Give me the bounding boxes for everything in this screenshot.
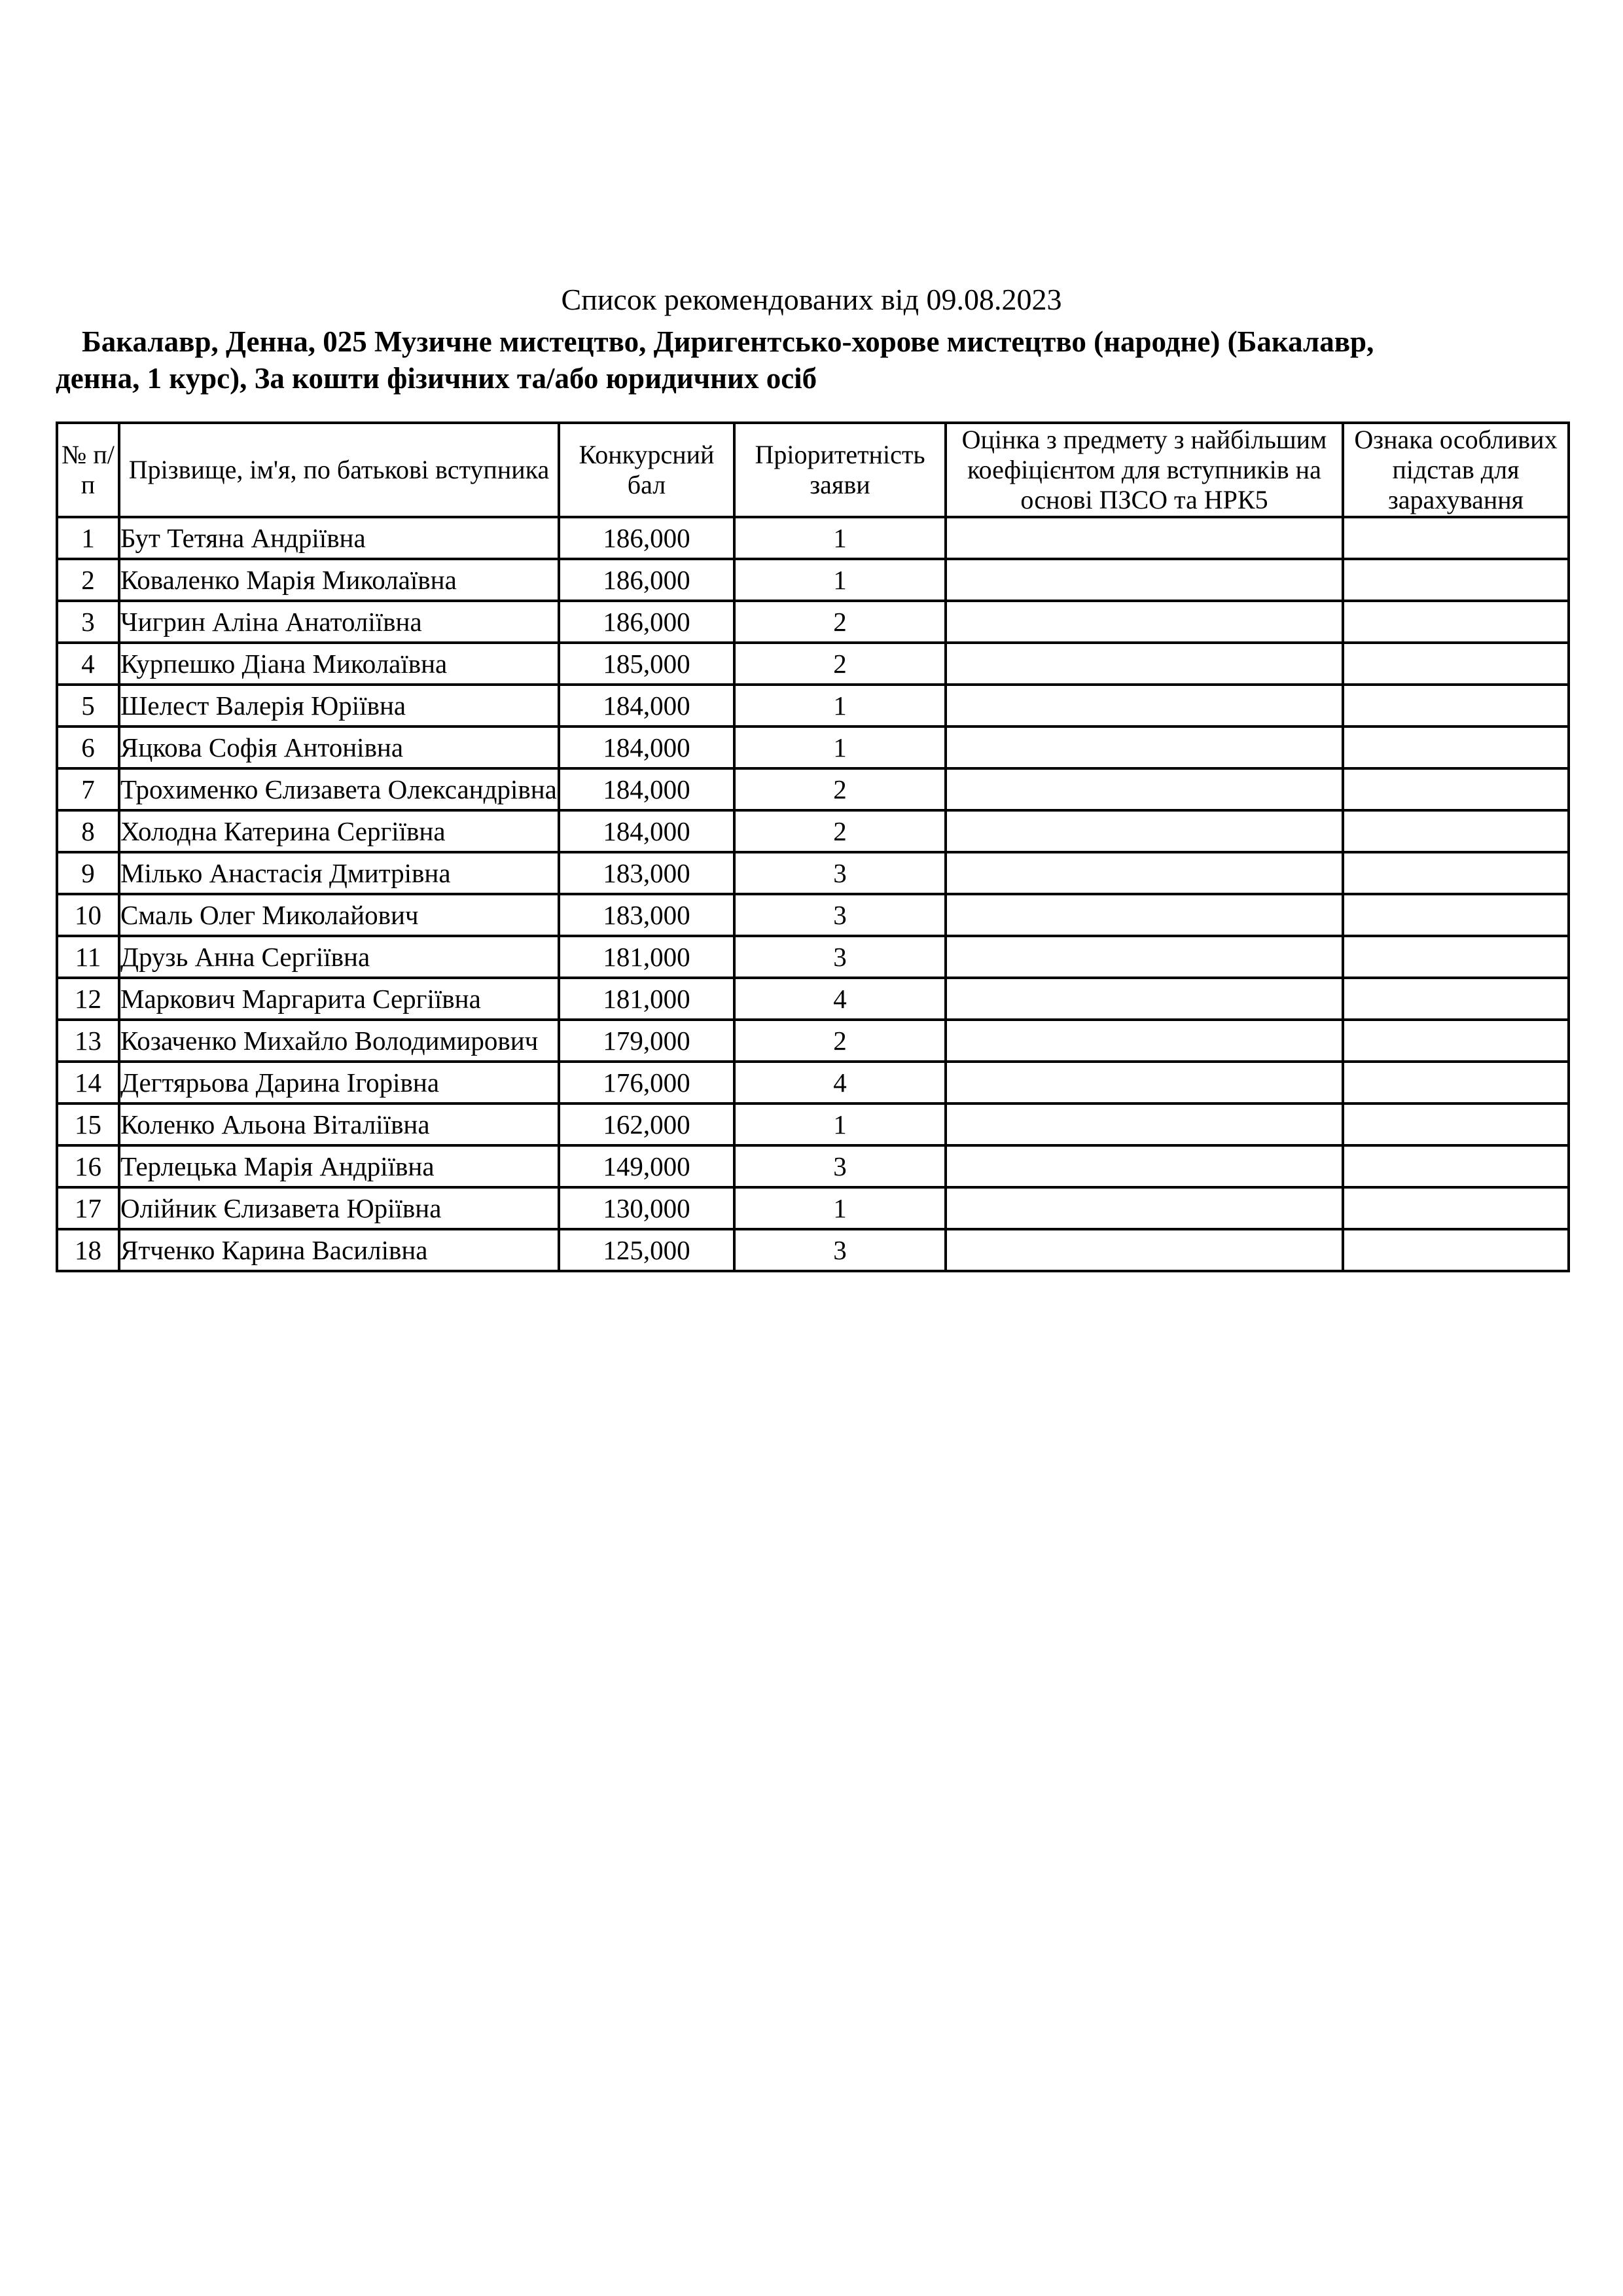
cell-subject-grade [946,726,1343,768]
cell-applicant-name: Коваленко Марія Миколаївна [119,559,559,601]
cell-priority: 3 [734,1145,946,1187]
cell-row-number: 3 [57,601,119,643]
cell-subject-grade [946,1229,1343,1271]
cell-special-grounds [1343,1145,1569,1187]
table-header-row [57,423,1569,517]
header-application-priority: Пріоритетність заяви [734,423,946,517]
cell-competitive-score: 186,000 [559,517,734,559]
cell-subject-grade [946,852,1343,894]
cell-priority: 2 [734,1020,946,1062]
cell-row-number: 18 [57,1229,119,1271]
cell-competitive-score: 184,000 [559,810,734,852]
table-row [57,685,1569,726]
cell-special-grounds [1343,1187,1569,1229]
table-row [57,517,1569,559]
cell-row-number: 17 [57,1187,119,1229]
cell-row-number: 9 [57,852,119,894]
header-row-number: № п/п [57,423,119,517]
cell-priority: 3 [734,1229,946,1271]
cell-competitive-score: 183,000 [559,894,734,936]
cell-competitive-score: 181,000 [559,936,734,978]
header-competitive-score: Конкурсний бал [559,423,734,517]
cell-row-number: 7 [57,768,119,810]
cell-row-number: 11 [57,936,119,978]
cell-special-grounds [1343,768,1569,810]
cell-competitive-score: 130,000 [559,1187,734,1229]
table-row [57,1062,1569,1103]
cell-row-number: 2 [57,559,119,601]
cell-special-grounds [1343,978,1569,1020]
cell-applicant-name: Друзь Анна Сергіївна [119,936,559,978]
recommended-list-table [56,422,1570,1272]
cell-competitive-score: 184,000 [559,685,734,726]
cell-applicant-name: Дегтярьова Дарина Ігорівна [119,1062,559,1103]
cell-priority: 3 [734,852,946,894]
cell-subject-grade [946,517,1343,559]
header-applicant-name: Прізвище, ім'я, по батькові вступника [119,423,559,517]
cell-competitive-score: 183,000 [559,852,734,894]
cell-applicant-name: Чигрин Аліна Анатоліївна [119,601,559,643]
page-title: Список рекомендованих від 09.08.2023 [561,283,1062,316]
cell-applicant-name: Яцкова Софія Антонівна [119,726,559,768]
table-row [57,1187,1569,1229]
cell-subject-grade [946,685,1343,726]
cell-priority: 1 [734,1103,946,1145]
cell-subject-grade [946,1187,1343,1229]
cell-subject-grade [946,1062,1343,1103]
cell-applicant-name: Бут Тетяна Андріївна [119,517,559,559]
cell-row-number: 1 [57,517,119,559]
table-row [57,936,1569,978]
page-subtitle [56,323,1567,397]
cell-priority: 2 [734,601,946,643]
cell-special-grounds [1343,936,1569,978]
cell-special-grounds [1343,852,1569,894]
cell-special-grounds [1343,685,1569,726]
cell-row-number: 10 [57,894,119,936]
cell-applicant-name: Трохименко Єлизавета Олександрівна [119,768,559,810]
cell-applicant-name: Шелест Валерія Юріївна [119,685,559,726]
table-body [57,517,1569,1271]
cell-special-grounds [1343,517,1569,559]
cell-applicant-name: Коленко Альона Віталіївна [119,1103,559,1145]
cell-applicant-name: Курпешко Діана Миколаївна [119,643,559,685]
cell-subject-grade [946,894,1343,936]
cell-priority: 4 [734,1062,946,1103]
cell-row-number: 8 [57,810,119,852]
table-row [57,726,1569,768]
cell-competitive-score: 184,000 [559,726,734,768]
cell-row-number: 16 [57,1145,119,1187]
cell-special-grounds [1343,1103,1569,1145]
cell-special-grounds [1343,1229,1569,1271]
cell-competitive-score: 186,000 [559,559,734,601]
cell-subject-grade [946,1145,1343,1187]
document-page [56,281,1567,1272]
cell-applicant-name: Смаль Олег Миколайович [119,894,559,936]
header-special-grounds: Ознака особливих підстав для зарахування [1343,423,1569,517]
cell-applicant-name: Мілько Анастасія Дмитрівна [119,852,559,894]
cell-special-grounds [1343,1062,1569,1103]
cell-applicant-name: Холодна Катерина Сергіївна [119,810,559,852]
cell-competitive-score: 185,000 [559,643,734,685]
cell-special-grounds [1343,894,1569,936]
cell-applicant-name: Ятченко Карина Василівна [119,1229,559,1271]
table-row [57,810,1569,852]
table-header [57,423,1569,517]
cell-applicant-name: Маркович Маргарита Сергіївна [119,978,559,1020]
cell-row-number: 12 [57,978,119,1020]
cell-subject-grade [946,601,1343,643]
cell-priority: 2 [734,643,946,685]
cell-competitive-score: 186,000 [559,601,734,643]
cell-special-grounds [1343,726,1569,768]
table-row [57,768,1569,810]
cell-competitive-score: 149,000 [559,1145,734,1187]
cell-applicant-name: Козаченко Михайло Володимирович [119,1020,559,1062]
table-row [57,894,1569,936]
cell-priority: 1 [734,1187,946,1229]
cell-competitive-score: 125,000 [559,1229,734,1271]
table-row [57,978,1569,1020]
page-subtitle-line-2: денна, 1 курс), За кошти фізичних та/або юридичних осіб [56,362,817,395]
table-row [57,643,1569,685]
cell-subject-grade [946,559,1343,601]
table-row [57,852,1569,894]
cell-applicant-name: Олійник Єлизавета Юріївна [119,1187,559,1229]
cell-competitive-score: 179,000 [559,1020,734,1062]
cell-special-grounds [1343,810,1569,852]
cell-competitive-score: 184,000 [559,768,734,810]
cell-priority: 1 [734,517,946,559]
cell-subject-grade [946,1103,1343,1145]
cell-subject-grade [946,1020,1343,1062]
cell-special-grounds [1343,601,1569,643]
cell-special-grounds [1343,643,1569,685]
cell-subject-grade [946,936,1343,978]
cell-subject-grade [946,810,1343,852]
table-row [57,1145,1569,1187]
cell-subject-grade [946,768,1343,810]
page-subtitle-line-1: Бакалавр, Денна, 025 Музичне мистецтво, Диригентсько-хорове мистецтво (народне) (Бакалавр, [82,325,1374,358]
cell-competitive-score: 181,000 [559,978,734,1020]
cell-row-number: 13 [57,1020,119,1062]
cell-row-number: 4 [57,643,119,685]
cell-row-number: 15 [57,1103,119,1145]
cell-priority: 3 [734,936,946,978]
cell-priority: 4 [734,978,946,1020]
table-row [57,559,1569,601]
cell-competitive-score: 176,000 [559,1062,734,1103]
cell-priority: 2 [734,810,946,852]
cell-row-number: 14 [57,1062,119,1103]
cell-priority: 1 [734,685,946,726]
cell-subject-grade [946,643,1343,685]
cell-competitive-score: 162,000 [559,1103,734,1145]
cell-priority: 2 [734,768,946,810]
table-row [57,601,1569,643]
cell-priority: 3 [734,894,946,936]
cell-priority: 1 [734,559,946,601]
table-row [57,1229,1569,1271]
cell-special-grounds [1343,1020,1569,1062]
cell-subject-grade [946,978,1343,1020]
table-row [57,1103,1569,1145]
table-row [57,1020,1569,1062]
cell-priority: 1 [734,726,946,768]
cell-applicant-name: Терлецька Марія Андріївна [119,1145,559,1187]
cell-row-number: 5 [57,685,119,726]
header-subject-grade: Оцінка з предмету з найбільшим коефіцієнтом для вступників на основі ПЗСО та НРК5 [946,423,1343,517]
cell-special-grounds [1343,559,1569,601]
cell-row-number: 6 [57,726,119,768]
